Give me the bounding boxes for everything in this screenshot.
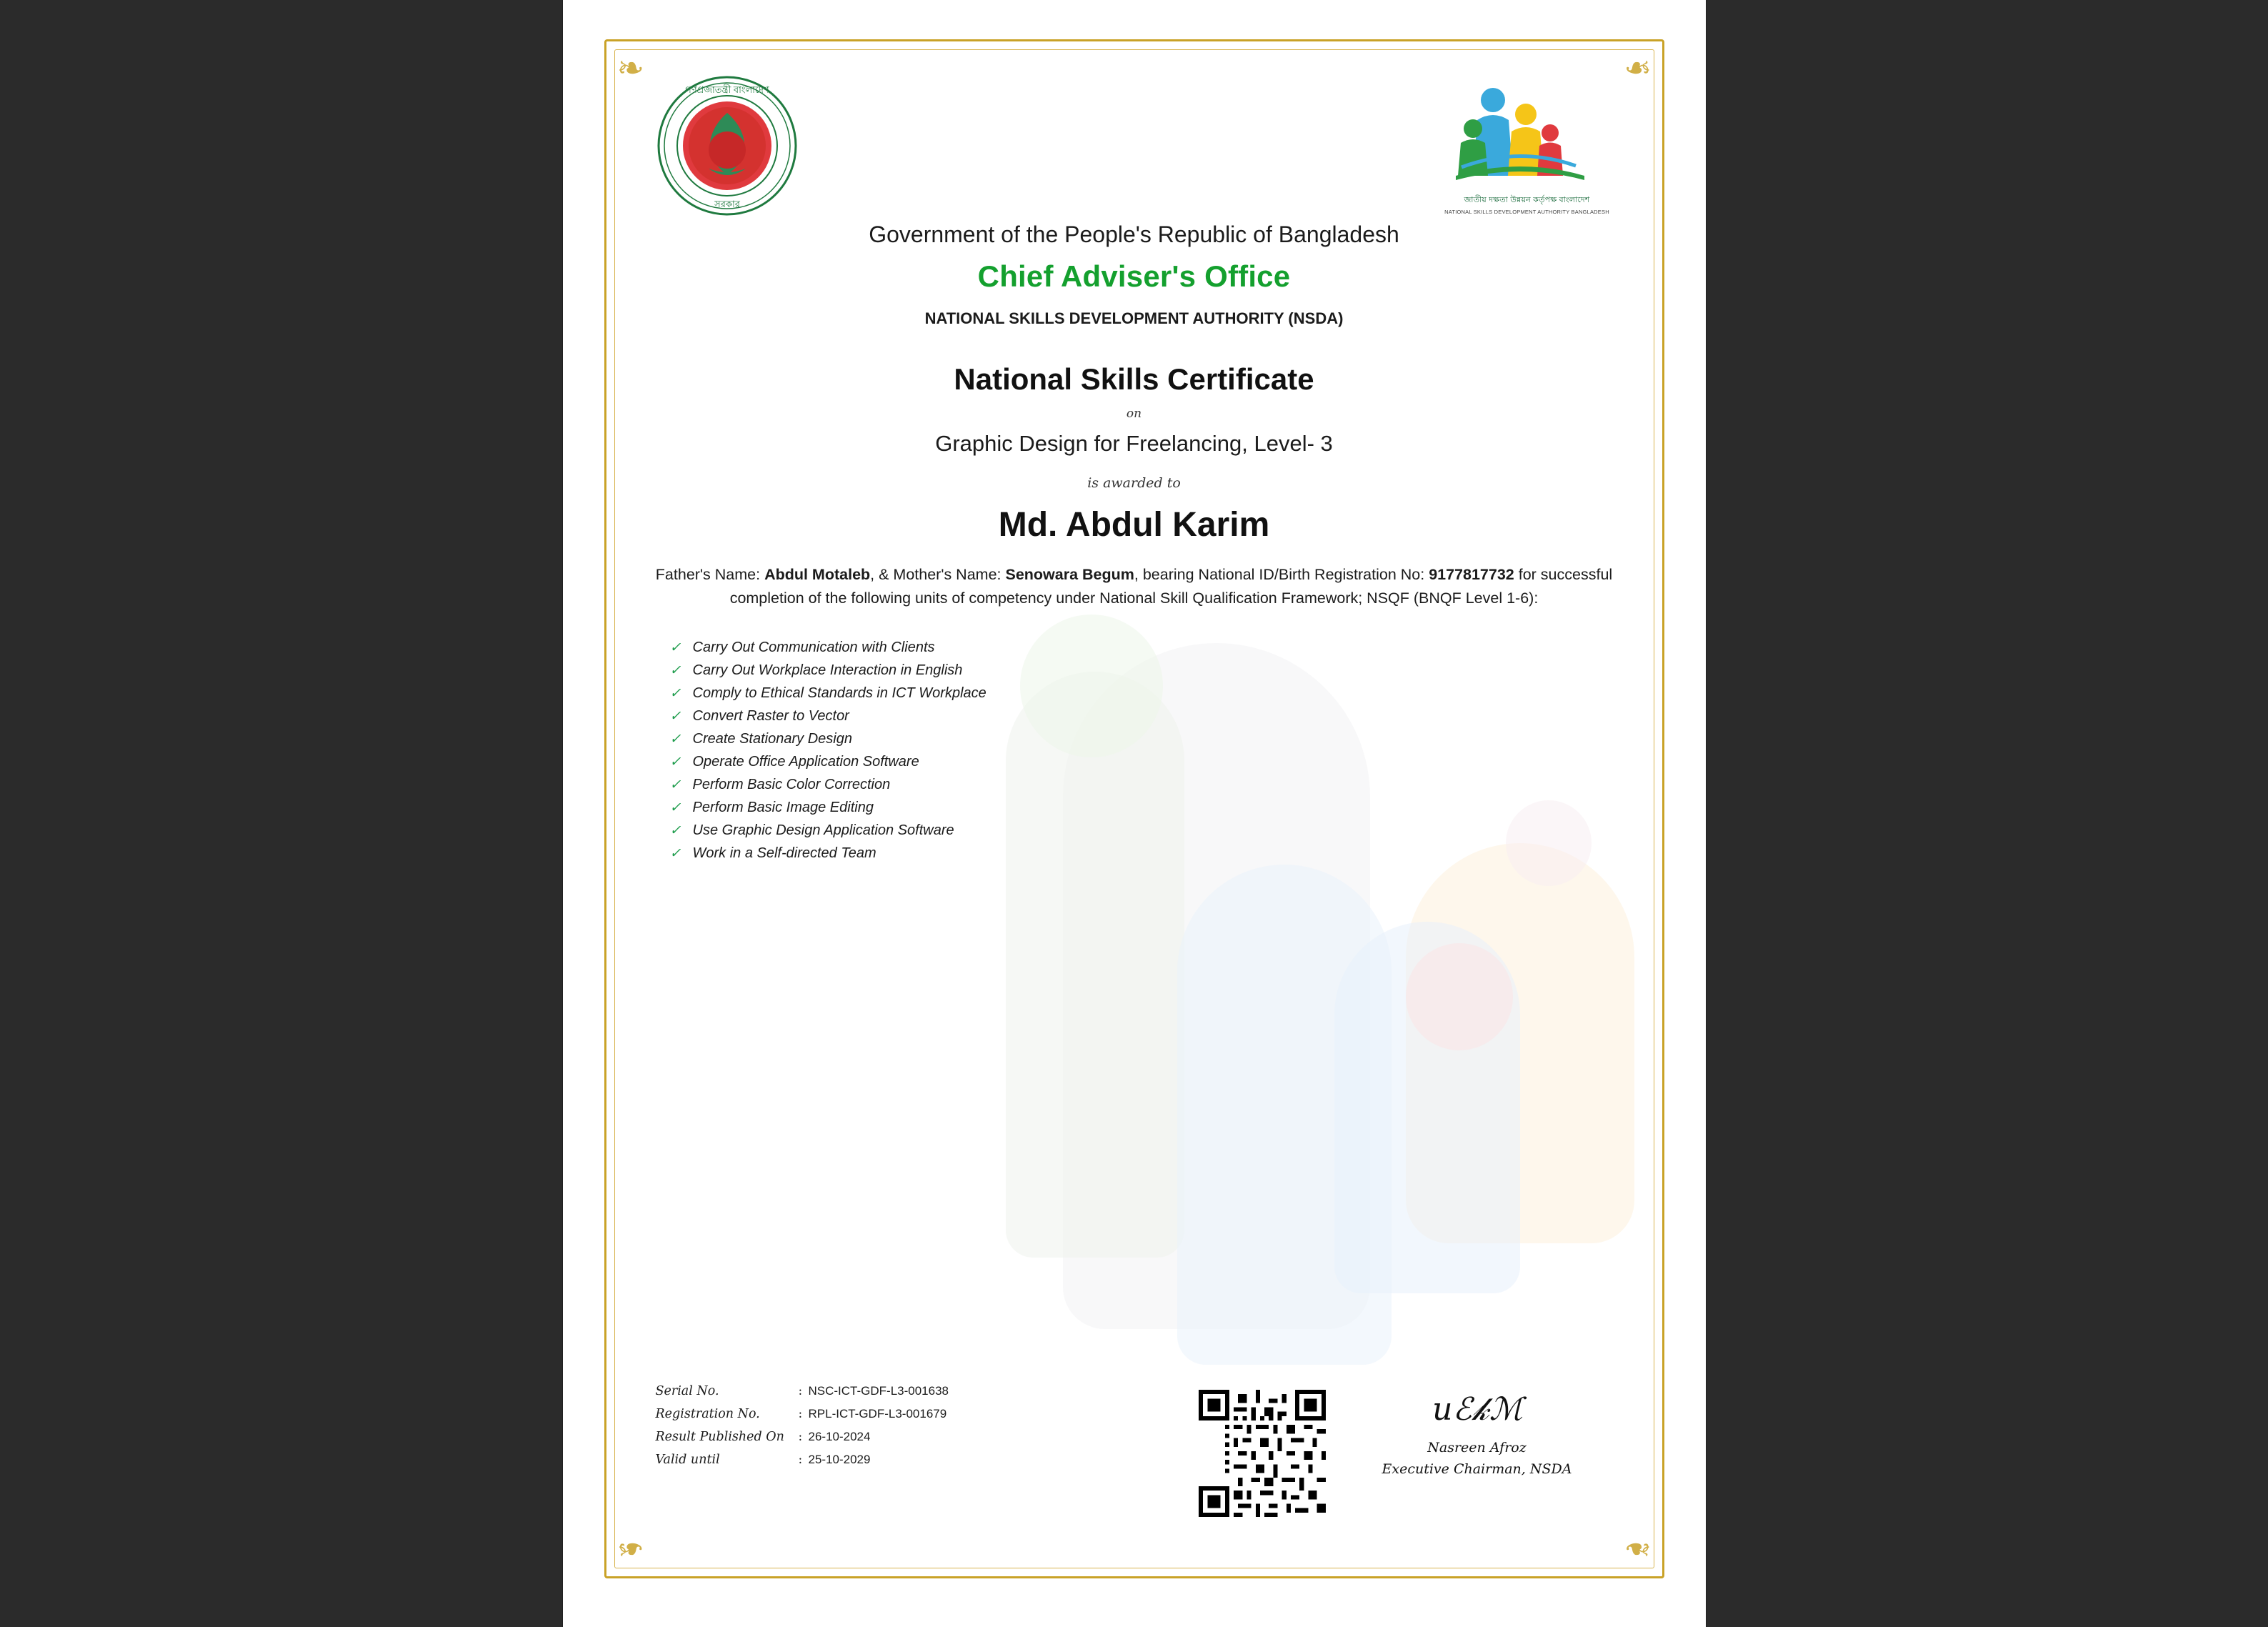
corner-flourish-icon: ❧: [1623, 1531, 1652, 1568]
list-item: [670, 685, 1634, 702]
bangladesh-government-seal-icon: [656, 74, 799, 217]
svg-text:গণপ্রজাতন্ত্রী বাংলাদেশ: গণপ্রজাতন্ত্রী বাংলাদেশ: [684, 84, 769, 95]
government-line: Government of the People's Republic of Bangladesh: [869, 222, 1399, 247]
unit-label: Carry Out Workplace Interaction in English: [692, 662, 963, 679]
logo-row: [634, 69, 1634, 219]
unit-label: Work in a Self-directed Team: [692, 845, 876, 862]
list-item: [670, 822, 1634, 839]
table-row: [656, 1384, 949, 1398]
unit-label: Convert Raster to Vector: [692, 708, 849, 725]
statement-part-3: , bearing National ID/Birth Registration No:: [1134, 566, 1429, 583]
check-circle-icon: ✓: [669, 685, 681, 701]
unit-label: Use Graphic Design Application Software: [692, 822, 954, 839]
check-circle-icon: ✓: [669, 777, 681, 792]
list-item: [670, 640, 1634, 656]
meta-label: Result Published On: [655, 1430, 784, 1444]
statement-part-1: Father's Name:: [655, 566, 765, 583]
meta-value: NSC-ICT-GDF-L3-001638: [808, 1384, 949, 1398]
on-word: on: [1126, 407, 1142, 421]
unit-label: Carry Out Communication with Clients: [692, 640, 935, 656]
meta-label: Valid until: [655, 1453, 720, 1467]
list-item: [670, 845, 1634, 862]
authority-line: NATIONAL SKILLS DEVELOPMENT AUTHORITY (NSDA): [924, 309, 1344, 327]
verification-qr-code-icon[interactable]: [1199, 1390, 1326, 1517]
corner-flourish-icon: ❧: [616, 49, 645, 86]
list-item: [670, 800, 1634, 816]
recipient-name: Md. Abdul Karim: [998, 506, 1270, 544]
signature-mark-icon: 𝑢 ℰ 𝓀 ℳ: [1432, 1391, 1522, 1428]
office-line: Chief Adviser's Office: [977, 259, 1291, 293]
unit-label: Perform Basic Color Correction: [692, 777, 891, 793]
meta-value: 25-10-2029: [808, 1453, 871, 1466]
check-circle-icon: ✓: [669, 822, 681, 838]
national-id-number: 9177817732: [1429, 566, 1514, 583]
nsda-caption-english: NATIONAL SKILLS DEVELOPMENT AUTHORITY BANGLADESH: [1444, 209, 1609, 215]
statement-part-2: , & Mother's Name:: [870, 566, 1006, 583]
meta-label: Serial No.: [655, 1384, 719, 1398]
corner-flourish-icon: ❧: [1623, 49, 1652, 86]
list-item: [670, 662, 1634, 679]
course-name: Graphic Design for Freelancing, Level- 3: [935, 431, 1333, 456]
unit-label: Perform Basic Image Editing: [692, 800, 874, 816]
signatory-role: Executive Chairman, NSDA: [1382, 1461, 1572, 1477]
certificate-metadata: [656, 1384, 949, 1476]
certificate-page: [563, 0, 1706, 1627]
signature-block: [1334, 1384, 1620, 1477]
meta-colon: :: [798, 1430, 803, 1444]
corner-flourish-icon: ❧: [616, 1531, 645, 1568]
list-item: [670, 754, 1634, 770]
meta-label: Registration No.: [655, 1407, 760, 1421]
check-circle-icon: ✓: [669, 845, 681, 861]
meta-colon: :: [798, 1384, 803, 1398]
father-name: Abdul Motaleb: [764, 566, 871, 583]
unit-label: Comply to Ethical Standards in ICT Workplace: [692, 685, 986, 702]
certificate-footer: [634, 1384, 1634, 1534]
check-circle-icon: ✓: [669, 731, 681, 747]
certificate-title: National Skills Certificate: [954, 362, 1314, 396]
meta-value: RPL-ICT-GDF-L3-001679: [808, 1407, 947, 1420]
nsda-logo-icon: [1438, 81, 1617, 221]
list-item: [670, 708, 1634, 725]
check-circle-icon: ✓: [669, 662, 681, 678]
unit-label: Create Stationary Design: [692, 731, 852, 747]
check-circle-icon: ✓: [669, 800, 681, 815]
svg-text:সরকার: সরকার: [714, 199, 740, 209]
table-row: [656, 1430, 949, 1444]
table-row: [656, 1453, 949, 1467]
mother-name: Senowara Begum: [1005, 566, 1134, 583]
check-circle-icon: ✓: [669, 640, 681, 655]
list-item: [670, 777, 1634, 793]
unit-label: Operate Office Application Software: [692, 754, 919, 770]
signatory-name: Nasreen Afroz: [1427, 1440, 1527, 1456]
awarded-to-word: is awarded to: [1087, 475, 1181, 491]
check-circle-icon: ✓: [669, 754, 681, 770]
competency-units-list: [670, 640, 1634, 862]
list-item: [670, 731, 1634, 747]
meta-colon: :: [798, 1407, 803, 1421]
check-circle-icon: ✓: [669, 708, 681, 724]
nsda-caption-bangla: জাতীয় দক্ষতা উন্নয়ন কর্তৃপক্ষ বাংলাদেশ: [1464, 196, 1590, 204]
meta-value: 26-10-2024: [808, 1430, 871, 1443]
statement-paragraph: [656, 563, 1613, 609]
statement-part-4: for successful completion of the following units of competency under National Skill Qualification Framework; NSQF (BNQF Level 1-6):: [729, 566, 1613, 607]
table-row: [656, 1407, 949, 1421]
meta-colon: :: [798, 1453, 803, 1467]
certificate-content: [634, 69, 1634, 1548]
